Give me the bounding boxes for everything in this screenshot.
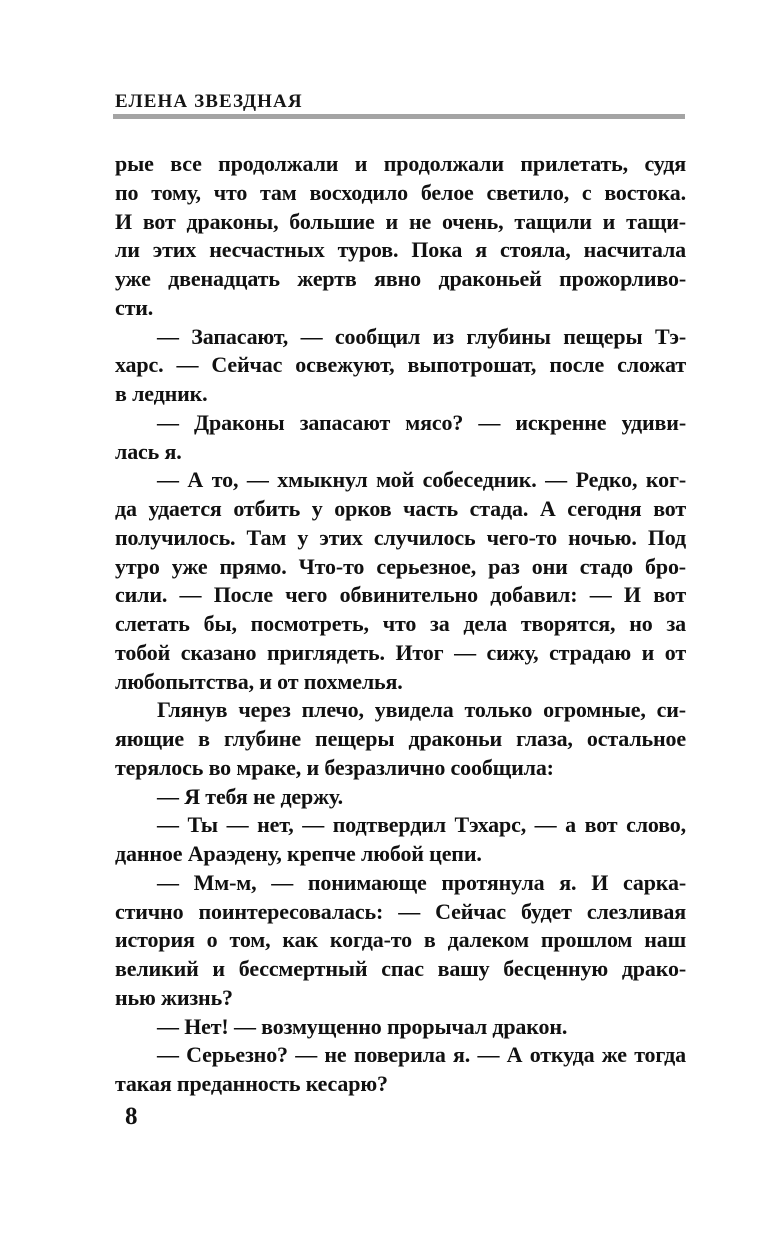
paragraph	[115, 869, 686, 1013]
body-text	[115, 150, 686, 1099]
text-line: ли этих несчастных туров. Пока я стояла, насчитала	[115, 237, 686, 263]
page-number: 8	[125, 1103, 138, 1130]
paragraph	[115, 696, 686, 782]
header-rule	[113, 114, 685, 119]
text-line: — Ты — нет, — подтвердил Тэхарс, — а вот слово,	[157, 812, 686, 838]
text-line: терялось во мраке, и безразлично сообщила:	[115, 754, 554, 780]
text-line: уже двенадцать жертв явно драконьей прожорливо-	[115, 266, 686, 291]
text-line: сти.	[115, 294, 154, 320]
text-line: стично поинтересовалась: — Сейчас будет слезливая	[115, 898, 686, 924]
text-line: история о том, как когда-то в далеком прошлом наш	[115, 927, 686, 953]
text-line: сили. — После чего обвинительно добавил: — И вот	[115, 582, 686, 608]
text-line: лась я.	[115, 438, 182, 464]
text-line: любопытства, и от похмелья.	[115, 668, 403, 694]
text-line: яющие в глубине пещеры драконьи глаза, остальное	[115, 726, 686, 751]
text-line: — Нет! — возмущенно прорычал дракон.	[157, 1013, 568, 1039]
text-line: харс. — Сейчас освежуют, выпотрошат, после сложат	[115, 352, 686, 378]
text-line: в ледник.	[115, 381, 208, 406]
text-line: нью жизнь?	[115, 984, 233, 1010]
text-line: — Я тебя не держу.	[157, 783, 343, 809]
text-line: рые все продолжали и продолжали прилетать, судя	[115, 151, 686, 176]
text-line: слетать бы, посмотреть, что за дела творятся, но за	[115, 611, 686, 636]
text-line: великий и бессмертный спас вашу бесценную драко-	[115, 956, 686, 981]
paragraph	[115, 1041, 686, 1099]
paragraph	[115, 409, 686, 467]
text-line: такая преданность кесарю?	[115, 1071, 388, 1096]
paragraph	[115, 1013, 686, 1042]
running-head-author: ЕЛЕНА ЗВЕЗДНАЯ	[115, 91, 303, 112]
text-line: получилось. Там у этих случилось чего-то ночью. Под	[115, 524, 686, 550]
text-line: — Запасают, — сообщил из глубины пещеры Тэ-	[157, 323, 686, 349]
paragraph	[115, 466, 686, 696]
text-line: — Мм-м, — понимающе протянула я. И сарка-	[157, 869, 686, 895]
text-line: тобой сказано приглядеть. Итог — сижу, страдаю и от	[115, 639, 686, 665]
text-line: да удается отбить у орков часть стада. А сегодня вот	[115, 496, 686, 521]
text-line: — Серьезно? — не поверила я. — А откуда же тогда	[157, 1042, 686, 1068]
paragraph	[115, 323, 686, 409]
text-line: — Драконы запасают мясо? — искренне удиви-	[157, 409, 686, 435]
paragraph	[115, 150, 686, 323]
text-line: Глянув через плечо, увидела только огромные, си-	[157, 697, 686, 723]
paragraph	[115, 811, 686, 869]
text-line: И вот драконы, большие и не очень, тащили и тащи-	[115, 208, 686, 234]
text-line: — А то, — хмыкнул мой собеседник. — Редко, ког-	[157, 467, 686, 493]
text-line: утро уже прямо. Что-то серьезное, раз они стадо бро-	[115, 553, 686, 579]
text-line: данное Араэдену, крепче любой цепи.	[115, 841, 482, 866]
paragraph	[115, 783, 686, 812]
text-line: по тому, что там восходило белое светило, с востока.	[115, 179, 686, 205]
